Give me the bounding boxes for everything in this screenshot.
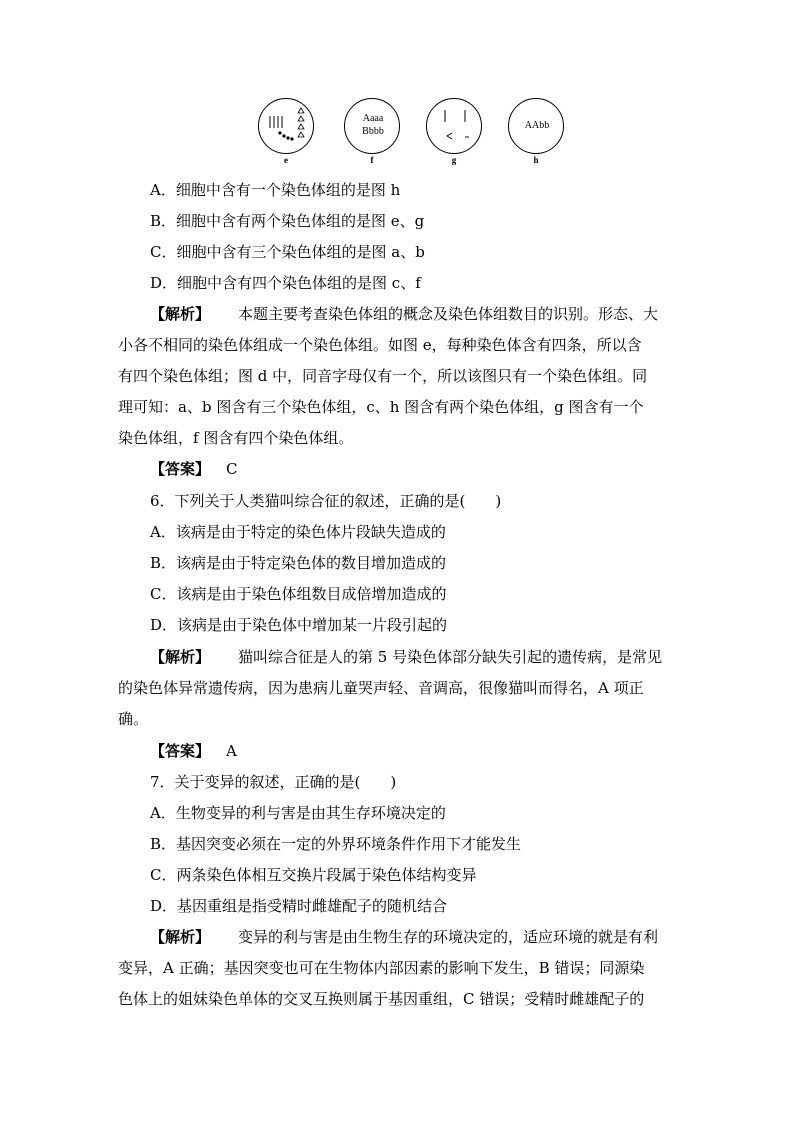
q5-answer-line [150, 458, 238, 480]
q5-analysis-line: 染色体组，f 图含有四个染色体组。 [118, 429, 354, 447]
q7-stem: 7．关于变异的叙述，正确的是( ) [150, 773, 397, 791]
cell-label: g [451, 155, 457, 165]
q6-option-a: A．该病是由于特定的染色体片段缺失造成的 [150, 523, 446, 541]
q7-option-b: B．基因突变必须在一定的外界环境条件作用下才能发生 [150, 835, 522, 853]
q6-answer-value: A [226, 742, 237, 760]
q6-analysis-line: 的染色体异常遗传病，因为患病儿童哭声轻、音调高，很像猫叫而得名，A 项正 [118, 679, 644, 697]
q5-analysis-line: 有四个染色体组；图 d 中，同音字母仅有一个，所以该图只有一个染色体组。同 [118, 367, 648, 385]
cell-f-genes-bottom: Bbbb [362, 126, 384, 137]
q7-option-d: D．基因重组是指受精时雌雄配子的随机结合 [150, 897, 448, 915]
q5-option-a: A．细胞中含有一个染色体组的是图 h [150, 181, 401, 199]
q6-option-b: B．该病是由于特定染色体的数目增加造成的 [150, 554, 447, 572]
q7-analysis-line: 变异，A 正确；基因突变也可在生物体内部因素的影响下发生，B 错误；同源染 [118, 959, 645, 977]
cell-h [508, 98, 568, 168]
cell-h-circle [508, 98, 564, 154]
cell-e [258, 98, 318, 168]
q5-analysis-text: 本题主要考查染色体组的概念及染色体组数目的识别。形态、大 [238, 305, 659, 323]
q7-option-c: C．两条染色体相互交换片段属于染色体结构变异 [150, 866, 477, 884]
cell-label: e [284, 155, 288, 165]
q5-analysis-tag: 【解析】 [150, 305, 211, 323]
q6-option-d: D．该病是由于染色体中增加某一片段引起的 [150, 616, 448, 634]
chromosome-figure [258, 98, 568, 168]
q6-answer-tag: 【答案】 [150, 742, 211, 760]
q7-option-a: A．生物变异的利与害是由其生存环境决定的 [150, 804, 446, 822]
q7-analysis-text: 变异的利与害是由生物生存的环境决定的，适应环境的就是有利 [238, 928, 659, 946]
cell-g-chromosomes-icon [427, 99, 481, 153]
q7-analysis-line [150, 926, 658, 948]
q6-analysis-text: 猫叫综合征是人的第 5 号染色体部分缺失引起的遗传病，是常见 [238, 648, 663, 666]
cell-e-circle [258, 98, 314, 154]
q6-stem: 6．下列关于人类猫叫综合征的叙述，正确的是( ) [150, 492, 502, 510]
q5-analysis-line: 理可知：a、b 图含有三个染色体组，c、h 图含有两个染色体组，g 图含有一个 [118, 398, 644, 416]
q5-answer-value: C [226, 460, 238, 478]
q5-option-c: C．细胞中含有三个染色体组的是图 a、b [150, 243, 425, 261]
q6-analysis-tag: 【解析】 [150, 648, 211, 666]
q5-answer-tag: 【答案】 [150, 460, 211, 478]
q5-analysis-line [150, 303, 658, 325]
q5-option-d: D．细胞中含有四个染色体组的是图 c、f [150, 274, 421, 292]
q7-analysis-line: 色体上的姐妹染色单体的交叉互换则属于基因重组，C 错误；受精时雌雄配子的 [118, 990, 645, 1008]
cell-label: h [533, 155, 539, 165]
q7-analysis-tag: 【解析】 [150, 928, 211, 946]
q6-analysis-line: 确。 [118, 710, 149, 728]
q6-answer-line [150, 740, 237, 762]
q5-option-b: B．细胞中含有两个染色体组的是图 e、g [150, 212, 425, 230]
cell-g [426, 98, 486, 168]
q6-analysis-line [150, 646, 662, 668]
cell-label: f [370, 155, 374, 165]
cell-g-circle [426, 98, 482, 154]
cell-f [344, 98, 404, 168]
cell-e-chromosomes-icon [259, 99, 313, 153]
cell-f-genes-top: Aaaa [362, 113, 384, 124]
q6-option-c: C．该病是由于染色体组数目成倍增加造成的 [150, 585, 447, 603]
cell-f-circle [344, 98, 400, 154]
cell-h-genes: AAbb [524, 120, 550, 131]
q5-analysis-line: 小各不相同的染色体组成一个染色体组。如图 e，每种染色体含有四条，所以含 [118, 336, 642, 354]
